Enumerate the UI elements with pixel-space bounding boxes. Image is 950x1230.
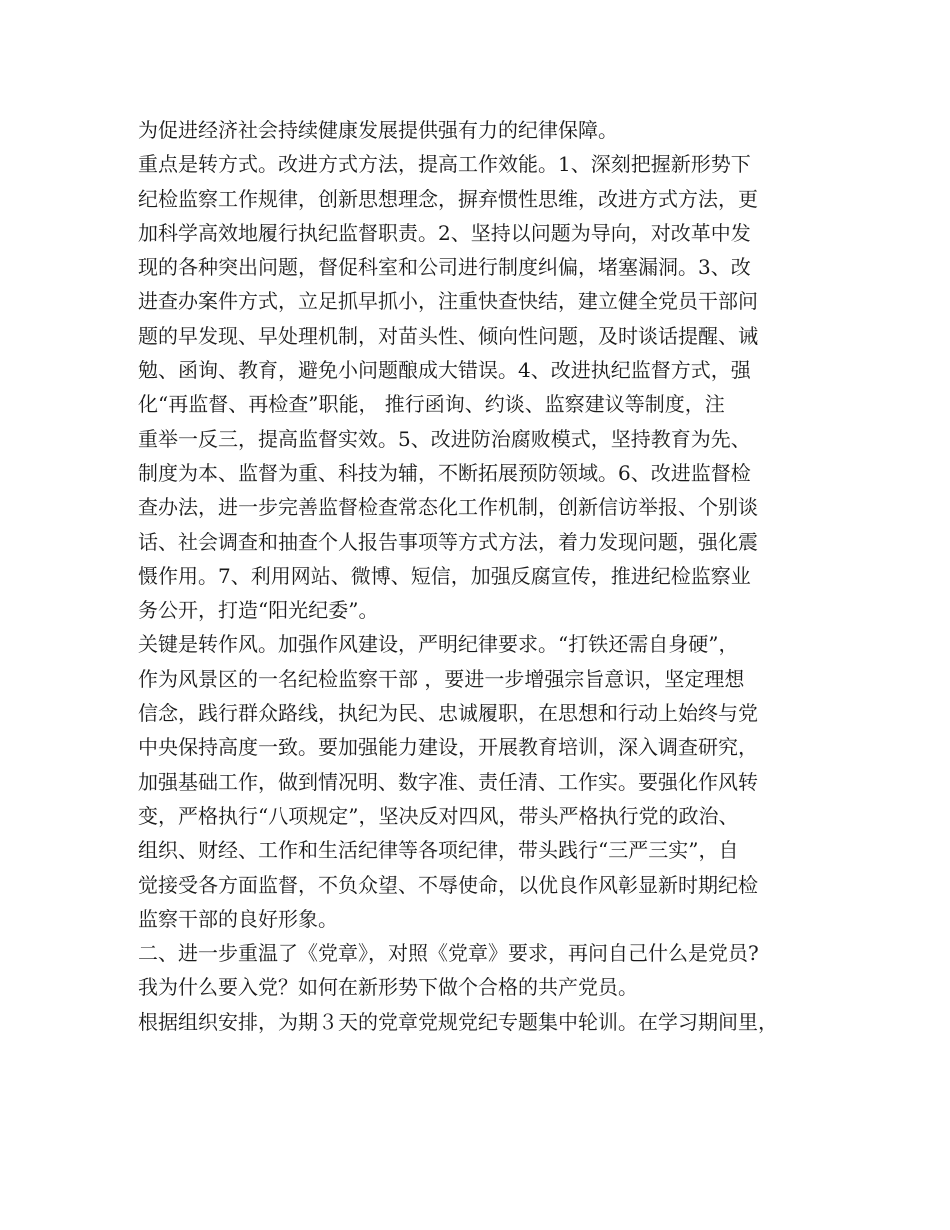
text-line: 慑作用。7、利用网站、微博、短信，加强反腐宣传，推进纪检监察业 bbox=[138, 563, 751, 588]
text-line: 二、进一步重温了《党章》，对照《党章》要求，再问自己什么是党员? bbox=[138, 941, 759, 966]
text-line: 中央保持高度一致。要加强能力建设，开展教育培训，深入调查研究， bbox=[138, 735, 758, 760]
text-line: 加强基础工作，做到情况明、数字准、责任清、工作实。要强化作风转 bbox=[138, 769, 758, 794]
text-line: 化“再监督、再检查”职能， 推行函询、约谈、监察建议等制度，注 bbox=[138, 392, 725, 417]
text-line: 话、社会调查和抽查个人报告事项等方式方法，着力发现问题，强化震 bbox=[138, 529, 758, 554]
text-line: 题的早发现、早处理机制，对苗头性、倾向性问题，及时谈话提醒、诫 bbox=[138, 323, 758, 348]
text-line: 为促进经济社会持续健康发展提供强有力的纪律保障。 bbox=[138, 118, 618, 142]
text-line: 现的各种突出问题，督促科室和公司进行制度纠偏，堵塞漏洞。3、改 bbox=[138, 255, 751, 280]
text-line: 作为风景区的一名纪检监察干部 ，要进一步增强宗旨意识，坚定理想 bbox=[138, 666, 745, 691]
text-line: 重举一反三，提高监督实效。5、改进防治腐败模式，坚持教育为先、 bbox=[138, 426, 751, 451]
text-line: 组织、财经、工作和生活纪律等各项纪律，带头践行“三严三实”，自 bbox=[138, 838, 739, 863]
body-text bbox=[138, 113, 828, 1039]
text-line: 进查办案件方式，立足抓早抓小，注重快查快结，建立健全党员干部问 bbox=[138, 289, 758, 314]
text-line: 纪检监察工作规律，创新思想理念，摒弃惯性思维，改进方式方法，更 bbox=[138, 186, 758, 211]
text-line: 重点是转方式。改进方式方法，提高工作效能。1、深刻把握新形势下 bbox=[138, 152, 751, 177]
text-line: 我为什么要入党？如何在新形势下做个合格的共产党员。 bbox=[138, 975, 638, 1000]
text-line: 信念，践行群众路线，执纪为民、忠诚履职，在思想和行动上始终与党 bbox=[138, 701, 758, 726]
text-line: 关键是转作风。加强作风建设，严明纪律要求。“打铁还需自身硬”， bbox=[138, 632, 739, 657]
text-line: 加科学高效地履行执纪监督职责。2、坚持以问题为导向，对改革中发 bbox=[138, 220, 751, 245]
text-line: 觉接受各方面监督，不负众望、不辱使命，以优良作风彰显新时期纪检 bbox=[138, 872, 758, 897]
text-line: 勉、函询、教育，避免小问题酿成大错误。4、改进执纪监督方式，强 bbox=[138, 358, 751, 383]
text-line: 制度为本、监督为重、科技为辅，不断拓展预防领域。6、改进监督检 bbox=[138, 460, 751, 485]
text-line: 务公开，打造“阳光纪委”。 bbox=[138, 598, 379, 623]
text-line: 监察干部的良好形象。 bbox=[138, 906, 338, 931]
text-line: 查办法，进一步完善监督检查常态化工作机制，创新信访举报、个别谈 bbox=[138, 495, 758, 520]
text-line: 根据组织安排，为期３天的党章党规党纪专题集中轮训。在学习期间里， bbox=[138, 1009, 778, 1034]
text-line: 变，严格执行“八项规定”，坚决反对四风，带头严格执行党的政治、 bbox=[138, 803, 739, 828]
